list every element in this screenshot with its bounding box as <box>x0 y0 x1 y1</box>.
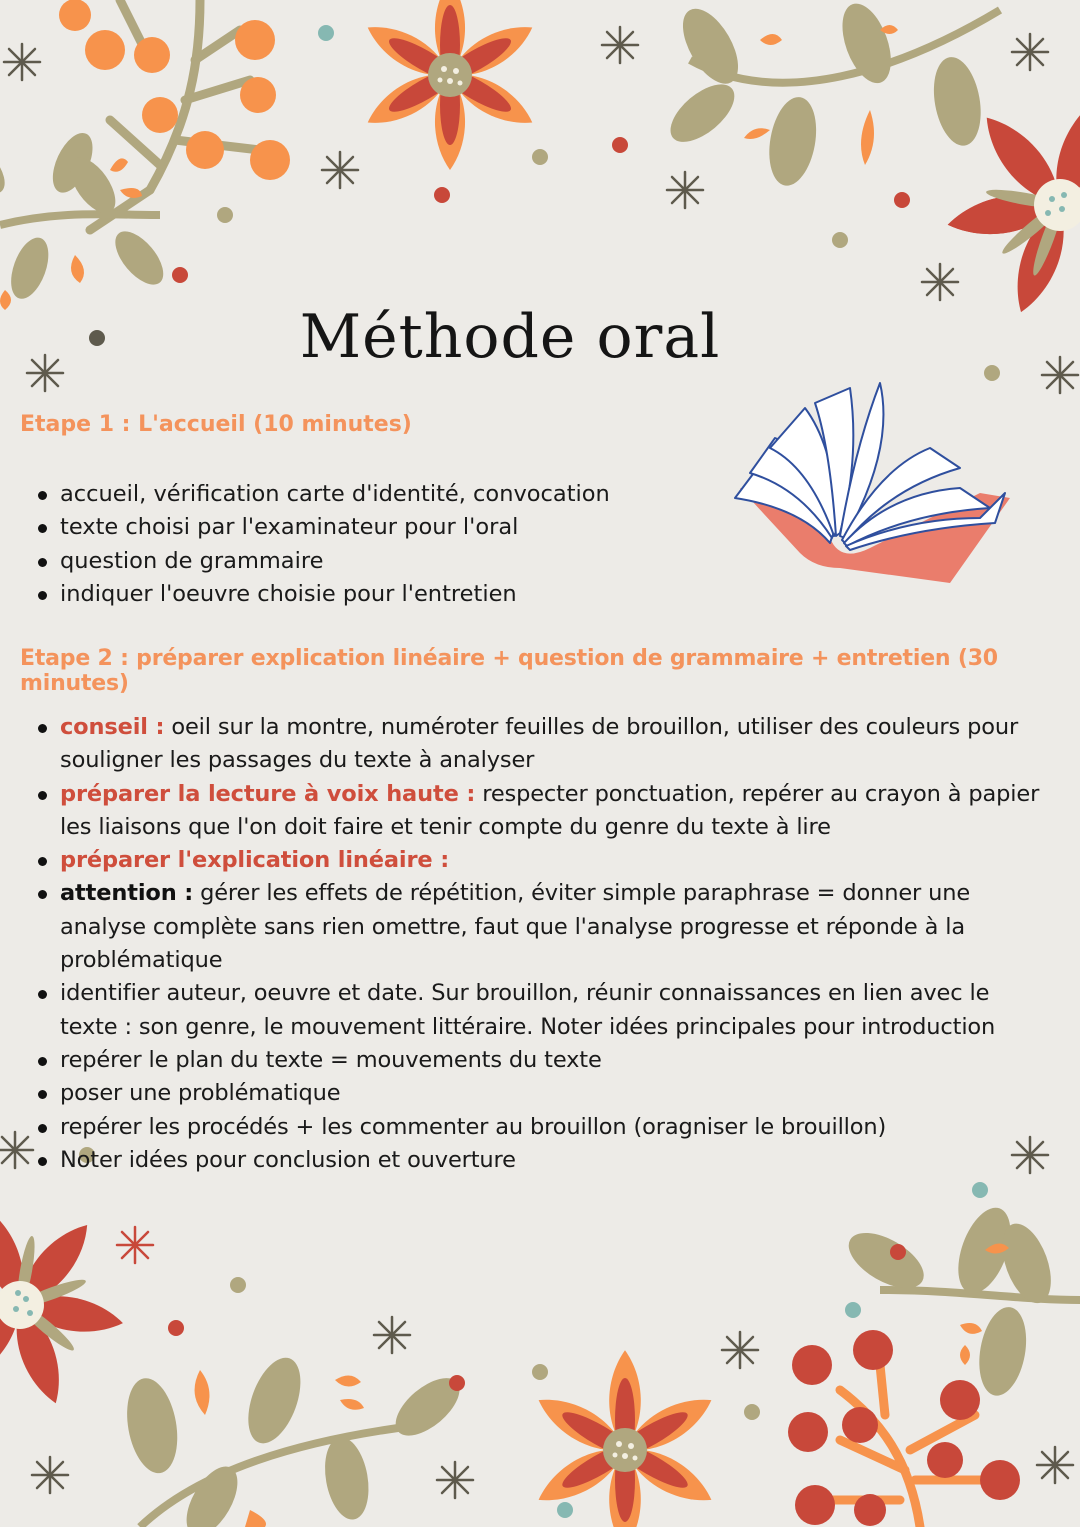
page-title: Méthode oral <box>299 302 721 373</box>
list-item <box>38 778 1053 845</box>
snowflake-icon <box>667 172 703 208</box>
snowflake-icon <box>374 1317 410 1353</box>
step1-heading: Etape 1 : L'accueil (10 minutes) <box>20 412 412 437</box>
snowflake-icon <box>722 1332 758 1368</box>
snowflake-icon <box>32 1457 68 1493</box>
snowflake-icon <box>322 152 358 188</box>
leaf-branch-icon <box>661 0 1000 189</box>
snowflake-icon <box>437 1462 473 1498</box>
keyword-conseil: conseil : <box>60 714 165 740</box>
list-item: texte choisi par l'examinateur pour l'oral <box>38 511 738 544</box>
snowflake-icon <box>4 44 40 80</box>
list-item: accueil, vérification carte d'identité, convocation <box>38 478 738 511</box>
snowflake-icon <box>922 264 958 300</box>
keyword-explication: préparer l'explication linéaire : <box>60 847 450 874</box>
flower-icon <box>360 0 540 170</box>
list-item: indiquer l'oeuvre choisie pour l'entretien <box>38 578 738 611</box>
item-text: identifier auteur, oeuvre et date. Sur brouillon, réunir connaissances en lien avec le texte : son genre, le mouvement littéraire. Noter idées principales pour introduction <box>60 980 996 1040</box>
list-item <box>38 1044 1053 1077</box>
list-item <box>38 877 1053 977</box>
list-item: question de grammaire <box>38 545 738 578</box>
item-text: Noter idées pour conclusion et ouverture <box>60 1146 516 1173</box>
item-text: repérer le plan du texte = mouvements du texte <box>60 1046 602 1073</box>
snowflake-icon <box>602 27 638 63</box>
snowflake-icon <box>1037 1447 1073 1483</box>
item-text: poser une problématique <box>60 1080 341 1107</box>
item-text: oeil sur la montre, numéroter feuilles de brouillon, utiliser des couleurs pour souligner les passages du texte à analyser <box>60 714 1019 774</box>
list-item <box>38 711 1053 778</box>
leaf-branch-icon <box>120 1351 469 1527</box>
flower-icon <box>531 1350 720 1527</box>
item-text: gérer les effets de répétition, éviter simple paraphrase = donner une analyse complète sans rien omettre, faut que l'analyse progresse et réponde à la problématique <box>60 880 971 974</box>
step1-list <box>38 478 738 611</box>
item-text: respecter ponctuation, repérer au crayon à papier les liaisons que l'on doit faire et tenir compte du genre du texte à lire <box>60 780 1040 840</box>
flower-icon <box>0 1201 126 1409</box>
list-item <box>38 1111 1053 1144</box>
list-item <box>38 977 1053 1044</box>
list-item <box>38 844 1053 877</box>
step2-heading: Etape 2 : préparer explication linéaire + question de grammaire + entretien (30 minutes) <box>20 646 998 696</box>
snowflake-icon <box>117 1227 153 1263</box>
snowflake-icon <box>0 1132 33 1168</box>
step2-list <box>38 711 1053 1177</box>
snowflake-icon <box>1042 357 1078 393</box>
open-book-icon <box>720 378 1015 588</box>
keyword-attention: attention : <box>60 880 194 907</box>
keyword-lecture: préparer la lecture à voix haute : <box>60 780 476 807</box>
item-text: repérer les procédés + les commenter au brouillon (oragniser le brouillon) <box>60 1113 887 1140</box>
snowflake-icon <box>1012 34 1048 70</box>
list-item <box>38 1077 1053 1110</box>
list-item <box>38 1144 1053 1177</box>
